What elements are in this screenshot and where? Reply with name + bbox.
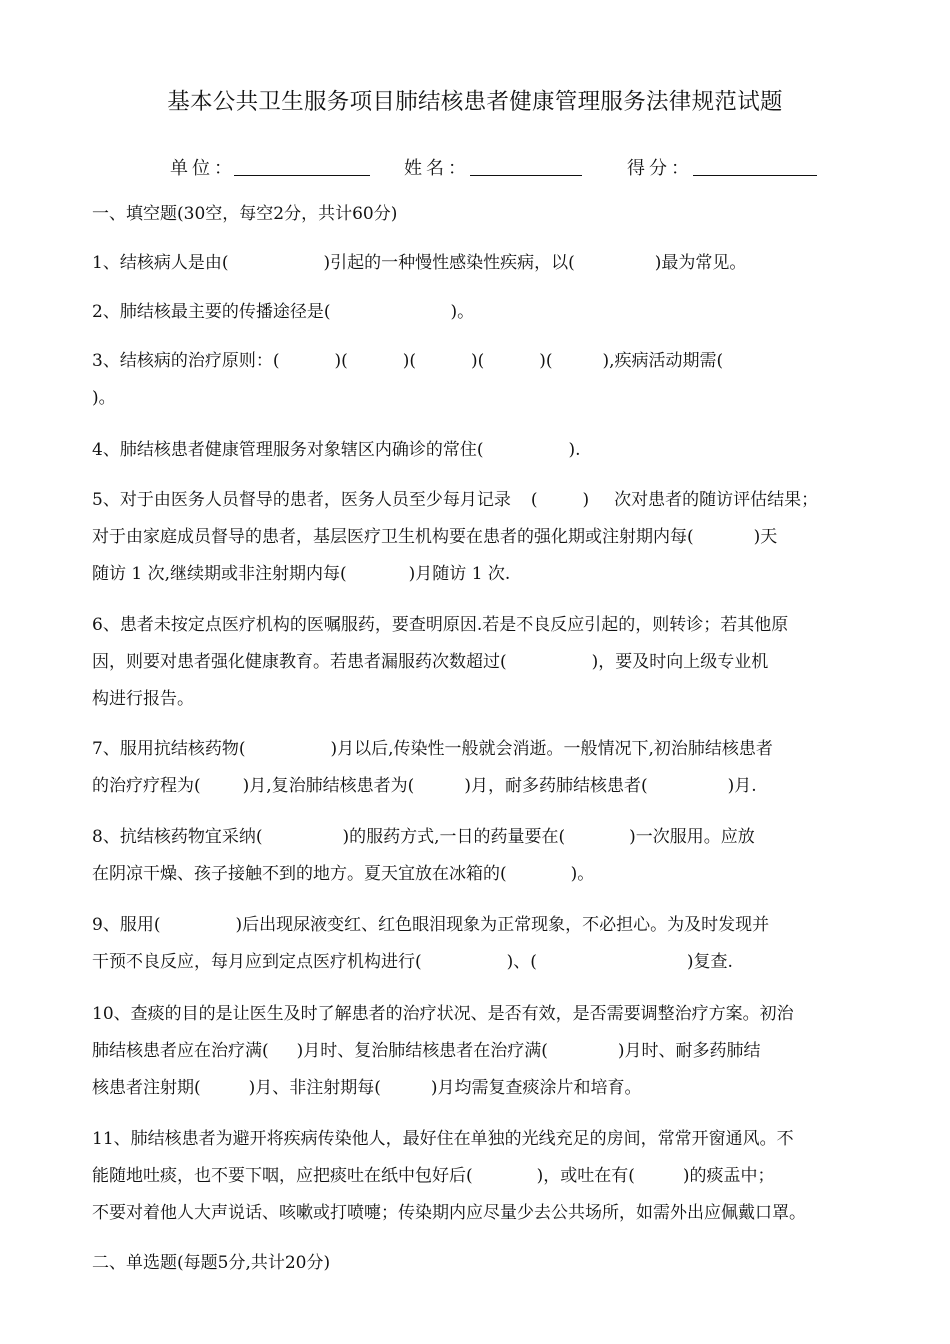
question-5: 5、对于由医务人员督导的患者，医务人员至少每月记录 ( ) 次对患者的随访评估结果； 对于由家庭成员督导的患者，基层医疗卫生机构要在患者的强化期或注射期内每( )天 随访 1 次,继续期或非注射期内每( )月随访 1 次. [92, 490, 819, 584]
question-9: 9、服用( )后出现尿液变红、红色眼泪现象为正常现象，不必担心。为及时发现并 干预不良反应，每月应到定点医疗机构进行( )、( )复查. [92, 915, 770, 972]
score-label: 得分： [627, 158, 693, 179]
question-11: 11、肺结核患者为避开将疾病传染他人，最好住在单独的光线充足的房间，常常开窗通风。不 能随地吐痰，也不要下咽，应把痰吐在纸中包好后( )，或吐在有( )的痰盂中； 不要对着他人大声说话、咳嗽或打喷嚏；传染期内应尽量少去公共场所，如需外出应佩戴口罩。 [92, 1129, 806, 1223]
unit-label: 单位： [170, 158, 236, 179]
question-10: 10、查痰的目的是让医生及时了解患者的治疗状况、是否有效，是否需要调整治疗方案。初治 肺结核患者应在治疗满( )月时、复治肺结核患者在治疗满( )月时、耐多药肺结 核患者注射期( )月、非注射期每( )月均需复查痰涂片和培育。 [92, 1004, 794, 1098]
question-8: 8、抗结核药物宜采纳( )的服药方式,一日的药量要在( )一次服用。应放 在阴凉干燥、孩子接触不到的地方。夏天宜放在冰箱的( )。 [92, 827, 755, 884]
section-heading-single-choice: 二、单选题(每题5分,共计20分) [92, 1253, 331, 1273]
question-6: 6、患者未按定点医疗机构的医嘱服药，要查明原因.若是不良反应引起的，则转诊；若其他原 因，则要对患者强化健康教育。若患者漏服药次数超过( )，要及时向上级专业机 构进行报告。 [92, 615, 789, 709]
name-field[interactable] [470, 175, 582, 176]
question-2: 2、肺结核最主要的传播途径是( )。 [92, 302, 475, 322]
question-1: 1、结核病人是由( )引起的一种慢性感染性疾病，以( )最为常见。 [92, 253, 747, 273]
info-row [0, 154, 950, 184]
name-label: 姓名： [404, 158, 470, 179]
question-4: 4、肺结核患者健康管理服务对象辖区内确诊的常住( ). [92, 440, 581, 460]
score-field[interactable] [693, 175, 817, 176]
unit-field[interactable] [234, 175, 370, 176]
question-3: 3、结核病的治疗原则：( )( )( )( )( ),疾病活动期需( )。 [92, 351, 724, 408]
question-7: 7、服用抗结核药物( )月以后,传染性一般就会消逝。一般情况下,初治肺结核患者 的治疗疗程为( )月,复治肺结核患者为( )月，耐多药肺结核患者( )月. [92, 739, 773, 796]
page-title: 基本公共卫生服务项目肺结核患者健康管理服务法律规范试题 [167, 89, 783, 115]
section-heading-fill-blank: 一、填空题(30空，每空2分，共计60分) [92, 204, 398, 224]
